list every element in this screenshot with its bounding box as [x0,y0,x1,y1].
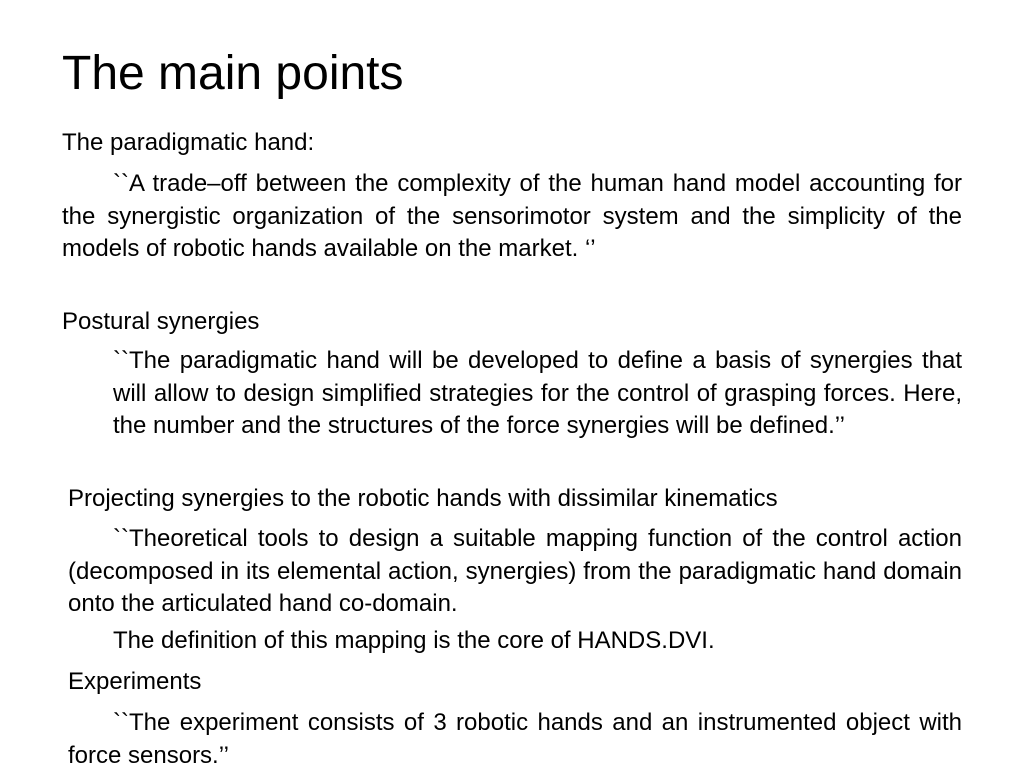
slide-title: The main points [62,47,404,100]
section-paragraph-postural-synergies: ``The paradigmatic hand will be developed to define a basis of synergies that will allow to design simplified strategies for the control of grasping forces. Here, the number and the structures of the force synergies will be defined.’’ [113,347,962,439]
section-paragraph-mapping-core: The definition of this mapping is the core of HANDS.DVI. [113,627,715,654]
section-paragraph-paradigmatic-hand: ``A trade–off between the complexity of the human hand model accounting for the synergistic organization of the sensorimotor system and the simplicity of the models of robotic hands available on the market. ‘’ [62,170,962,262]
section-heading-projecting-synergies: Projecting synergies to the robotic hands with dissimilar kinematics [68,485,778,512]
section-heading-paradigmatic-hand: The paradigmatic hand: [62,129,315,156]
section-heading-experiments: Experiments [68,668,202,695]
section-paragraph-projecting-synergies: ``Theoretical tools to design a suitable mapping function of the control action (decomposed in its elemental action, synergies) from the paradigmatic hand domain onto the articulated hand co-domain. [68,525,962,617]
section-heading-postural-synergies: Postural synergies [62,308,260,335]
section-paragraph-experiments: ``The experiment consists of 3 robotic hands and an instrumented object with force sensors.’’ [68,709,962,768]
